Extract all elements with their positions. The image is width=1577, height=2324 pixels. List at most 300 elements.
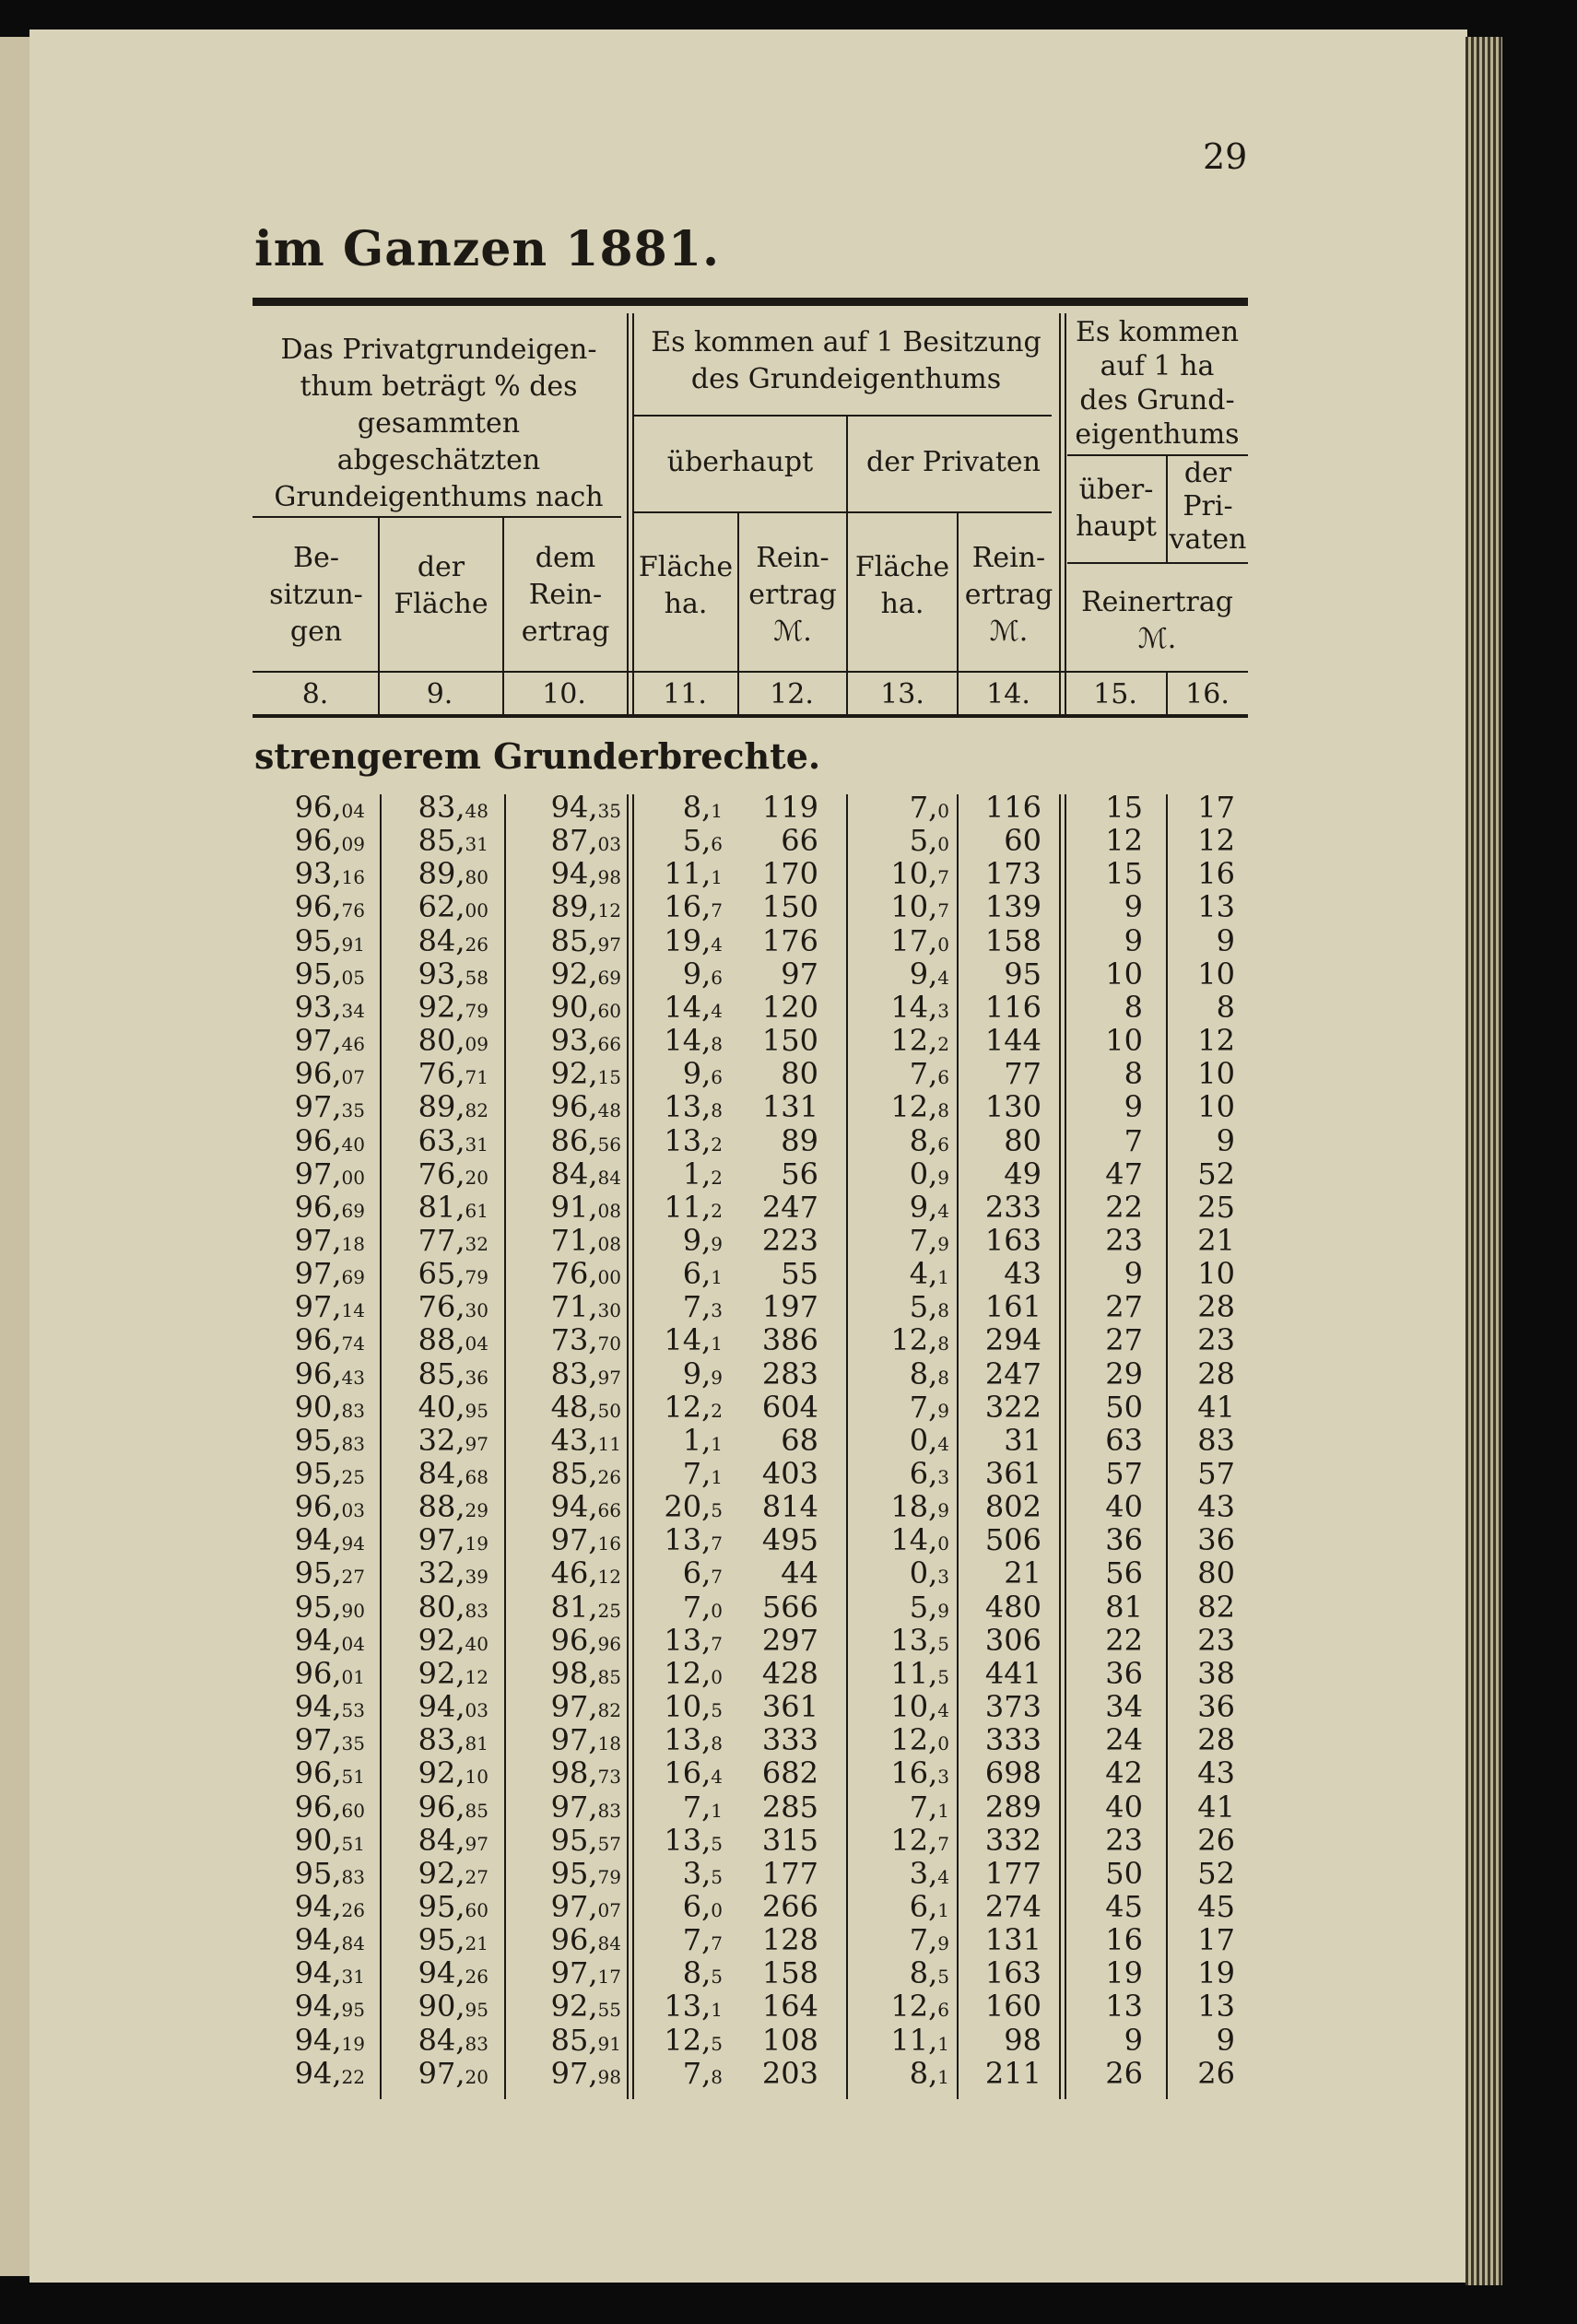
cell-integer-part: 94 xyxy=(294,1888,333,1924)
decimal-comma: , xyxy=(588,956,598,992)
cell-decimal-part: 7 xyxy=(711,1566,723,1589)
decimal-comma: , xyxy=(588,922,598,958)
cell-decimal-part: 0 xyxy=(937,1732,949,1755)
cell-flaeche-pct xyxy=(350,957,488,994)
cell-decimal-part: 36 xyxy=(465,1366,488,1389)
cell-flaeche-pct xyxy=(350,2057,488,2094)
decimal-comma: , xyxy=(588,1689,598,1725)
cell-integer-part: 90 xyxy=(294,1822,333,1858)
cell-besitzungen-pct xyxy=(227,1323,365,1360)
cell-integer-part: 97 xyxy=(418,2055,456,2091)
decimal-comma: , xyxy=(332,1955,342,1991)
cell-integer-part: 97 xyxy=(294,1289,333,1325)
cell-reinertrag-mark-private: 43 xyxy=(1004,1256,1042,1292)
cell-reinertrag-ha-private: 12 xyxy=(1197,1023,1235,1059)
cell-integer-part: 12 xyxy=(890,1089,929,1125)
cell-reinertrag-mark: 170 xyxy=(761,856,818,892)
col-label-besitzungen: Be- sitzun- gen xyxy=(269,542,363,648)
cell-integer-part: 7 xyxy=(682,1289,702,1325)
cell-integer-part: 12 xyxy=(664,2022,702,2058)
cell-integer-part: 32 xyxy=(418,1422,456,1458)
cell-flaeche-pct xyxy=(350,1824,488,1860)
cell-decimal-part: 3 xyxy=(937,1566,949,1589)
cell-reinertrag-ha-private: 23 xyxy=(1197,1322,1235,1358)
cell-integer-part: 5 xyxy=(909,1289,929,1325)
decimal-comma: , xyxy=(701,1256,712,1292)
cell-decimal-part: 3 xyxy=(937,999,949,1022)
cell-integer-part: 65 xyxy=(418,1256,456,1292)
decimal-comma: , xyxy=(928,2022,938,2058)
cell-decimal-part: 26 xyxy=(465,1966,488,1989)
decimal-comma: , xyxy=(701,889,712,925)
cell-decimal-part: 4 xyxy=(937,1199,949,1222)
cell-integer-part: 14 xyxy=(890,989,929,1025)
cell-besitzungen-pct xyxy=(227,1690,365,1727)
cell-integer-part: 7 xyxy=(682,2055,702,2091)
cell-integer-part: 85 xyxy=(550,922,589,958)
cell-integer-part: 95 xyxy=(294,1555,333,1591)
cell-integer-part: 96 xyxy=(294,1122,333,1158)
cell-reinertrag-mark-private: 163 xyxy=(984,1955,1042,1991)
cell-integer-part: 4 xyxy=(909,1256,929,1292)
cell-reinertrag-ha-private: 28 xyxy=(1197,1289,1235,1325)
decimal-comma: , xyxy=(455,1023,465,1059)
cell-integer-part: 3 xyxy=(682,1855,702,1891)
cell-decimal-part: 2 xyxy=(711,1199,723,1222)
cell-integer-part: 89 xyxy=(550,889,589,925)
decimal-comma: , xyxy=(455,1189,465,1225)
cell-reinertrag-mark-private: 60 xyxy=(1004,823,1042,859)
decimal-comma: , xyxy=(455,1356,465,1391)
decimal-comma: , xyxy=(588,1456,598,1491)
cell-besitzungen-pct xyxy=(227,1357,365,1394)
cell-decimal-part: 30 xyxy=(597,1299,621,1322)
cell-reinertrag-ha-private: 38 xyxy=(1197,1655,1235,1691)
decimal-comma: , xyxy=(332,1822,342,1858)
cell-decimal-part: 79 xyxy=(597,1865,621,1888)
cell-reinertrag-ha: 22 xyxy=(1105,1622,1143,1658)
cell-integer-part: 46 xyxy=(550,1555,589,1591)
cell-decimal-part: 35 xyxy=(341,1732,365,1755)
cell-decimal-part: 0 xyxy=(937,833,949,856)
header-divider xyxy=(627,313,629,714)
cell-decimal-part: 8 xyxy=(711,2065,723,2088)
cell-reinertrag-mark-private: 247 xyxy=(984,1356,1042,1391)
cell-reinertrag-ha-private: 57 xyxy=(1197,1456,1235,1491)
cell-integer-part: 8 xyxy=(909,1955,929,1991)
header-sub-private: der Privaten xyxy=(866,446,1041,478)
cell-decimal-part: 08 xyxy=(597,1199,621,1222)
cell-integer-part: 8 xyxy=(909,1122,929,1158)
cell-reinertrag-ha-private: 13 xyxy=(1197,889,1235,925)
decimal-comma: , xyxy=(928,1456,938,1491)
cell-besitzungen-pct xyxy=(227,890,365,927)
decimal-comma: , xyxy=(928,1789,938,1825)
decimal-comma: , xyxy=(928,1289,938,1325)
cell-reinertrag-ha-private: 10 xyxy=(1197,1256,1235,1292)
cell-reinertrag-mark: 604 xyxy=(761,1389,818,1425)
cell-besitzungen-pct xyxy=(227,1391,365,1427)
cell-decimal-part: 9 xyxy=(937,1932,949,1955)
cell-decimal-part: 43 xyxy=(341,1366,365,1389)
cell-reinertrag-mark-private: 233 xyxy=(984,1189,1042,1225)
decimal-comma: , xyxy=(455,1955,465,1991)
decimal-comma: , xyxy=(928,1122,938,1158)
cell-integer-part: 0 xyxy=(909,1422,929,1458)
decimal-comma: , xyxy=(588,1622,598,1658)
cell-integer-part: 7 xyxy=(909,1222,929,1258)
cell-besitzungen-pct xyxy=(227,1523,365,1560)
cell-reinertrag-mark-private: 77 xyxy=(1004,1056,1042,1092)
cell-decimal-part: 97 xyxy=(465,1432,488,1455)
cell-decimal-part: 69 xyxy=(597,966,621,989)
cell-reinertrag-mark-private: 160 xyxy=(984,1989,1042,2025)
cell-integer-part: 76 xyxy=(418,1056,456,1092)
cell-decimal-part: 7 xyxy=(711,1532,723,1555)
cell-flaeche-pct xyxy=(350,1224,488,1261)
cell-besitzungen-pct xyxy=(227,1124,365,1161)
cell-decimal-part: 30 xyxy=(465,1299,488,1322)
cell-reinertrag-mark: 150 xyxy=(761,1023,818,1059)
header-line xyxy=(1067,454,1248,456)
cell-reinertrag-mark: 315 xyxy=(761,1822,818,1858)
cell-besitzungen-pct xyxy=(227,1790,365,1827)
decimal-comma: , xyxy=(928,922,938,958)
cell-decimal-part: 10 xyxy=(465,1766,488,1789)
page-heading: im Ganzen 1881. xyxy=(254,221,721,277)
cell-integer-part: 7 xyxy=(909,1389,929,1425)
cell-reinertrag-mark: 682 xyxy=(761,1755,818,1791)
cell-integer-part: 97 xyxy=(418,1522,456,1558)
cell-decimal-part: 76 xyxy=(341,899,365,922)
decimal-comma: , xyxy=(588,823,598,859)
cell-integer-part: 13 xyxy=(664,1522,702,1558)
cell-decimal-part: 1 xyxy=(711,1332,723,1356)
cell-integer-part: 92 xyxy=(418,1755,456,1791)
cell-integer-part: 97 xyxy=(294,1156,333,1191)
cell-decimal-part: 2 xyxy=(711,1133,723,1156)
cell-decimal-part: 1 xyxy=(711,1799,723,1822)
decimal-comma: , xyxy=(701,1489,712,1525)
decimal-comma: , xyxy=(701,1456,712,1491)
cell-decimal-part: 15 xyxy=(597,1066,621,1089)
decimal-comma: , xyxy=(588,1389,598,1425)
cell-decimal-part: 9 xyxy=(937,1399,949,1422)
cell-integer-part: 14 xyxy=(890,1522,929,1558)
decimal-comma: , xyxy=(332,1456,342,1491)
cell-decimal-part: 5 xyxy=(711,1966,723,1989)
cell-reinertrag-ha-private: 52 xyxy=(1197,1855,1235,1891)
decimal-comma: , xyxy=(455,1156,465,1191)
cell-decimal-part: 84 xyxy=(341,1932,365,1955)
cell-decimal-part: 5 xyxy=(937,1632,949,1655)
cell-integer-part: 84 xyxy=(418,922,456,958)
decimal-comma: , xyxy=(928,1655,938,1691)
cell-reinertrag-mark-private: 131 xyxy=(984,1922,1042,1958)
cell-decimal-part: 5 xyxy=(937,1665,949,1688)
cell-integer-part: 13 xyxy=(664,1822,702,1858)
cell-decimal-part: 48 xyxy=(465,800,488,822)
cell-decimal-part: 8 xyxy=(711,1099,723,1122)
cell-reinertrag-mark-private: 95 xyxy=(1004,956,1042,992)
col-label-flaeche-ha-private: Fläche ha. xyxy=(854,551,950,620)
cell-integer-part: 92 xyxy=(550,1056,589,1092)
cell-integer-part: 1 xyxy=(682,1156,702,1191)
cell-integer-part: 20 xyxy=(664,1489,702,1525)
cell-reinertrag-ha: 9 xyxy=(1124,1089,1143,1125)
cell-integer-part: 94 xyxy=(294,1522,333,1558)
cell-integer-part: 95 xyxy=(294,956,333,992)
decimal-comma: , xyxy=(588,1422,598,1458)
decimal-comma: , xyxy=(332,1655,342,1691)
decimal-comma: , xyxy=(332,1922,342,1958)
cell-integer-part: 96 xyxy=(294,1189,333,1225)
cell-integer-part: 95 xyxy=(550,1822,589,1858)
decimal-comma: , xyxy=(928,1755,938,1791)
decimal-comma: , xyxy=(332,1855,342,1891)
cell-reinertrag-ha-private: 41 xyxy=(1197,1389,1235,1425)
cell-reinertrag-mark: 428 xyxy=(761,1655,818,1691)
cell-decimal-part: 3 xyxy=(937,1466,949,1488)
decimal-comma: , xyxy=(455,1855,465,1891)
cell-integer-part: 97 xyxy=(550,1955,589,1991)
cell-integer-part: 93 xyxy=(550,1023,589,1059)
cell-integer-part: 81 xyxy=(550,1589,589,1625)
cell-decimal-part: 2 xyxy=(711,1166,723,1189)
cell-reinertrag-mark: 403 xyxy=(761,1456,818,1491)
cell-integer-part: 1 xyxy=(682,1422,702,1458)
decimal-comma: , xyxy=(455,1922,465,1958)
decimal-comma: , xyxy=(588,1289,598,1325)
cell-decimal-part: 19 xyxy=(341,2032,365,2055)
cell-decimal-part: 7 xyxy=(711,1932,723,1955)
cell-decimal-part: 97 xyxy=(597,933,621,956)
cell-flaeche-pct xyxy=(350,791,488,827)
decimal-comma: , xyxy=(928,1555,938,1591)
cell-besitzungen-pct xyxy=(227,1624,365,1661)
cell-decimal-part: 0 xyxy=(937,1532,949,1555)
cell-decimal-part: 08 xyxy=(597,1232,621,1255)
decimal-comma: , xyxy=(332,1023,342,1059)
cell-reinertrag-ha-private: 9 xyxy=(1216,922,1235,958)
cell-decimal-part: 58 xyxy=(465,966,488,989)
cell-reinertrag-mark-private: 289 xyxy=(984,1789,1042,1825)
cell-besitzungen-pct xyxy=(227,2024,365,2060)
cell-flaeche-pct xyxy=(350,1257,488,1294)
cell-decimal-part: 5 xyxy=(711,1499,723,1522)
cell-decimal-part: 27 xyxy=(465,1865,488,1888)
decimal-comma: , xyxy=(332,1189,342,1225)
cell-integer-part: 92 xyxy=(418,1855,456,1891)
decimal-comma: , xyxy=(701,1389,712,1425)
cell-decimal-part: 6 xyxy=(937,1066,949,1089)
cell-besitzungen-pct xyxy=(227,1890,365,1927)
col-label-reinertrag-mark: Rein- ertrag ℳ. xyxy=(748,542,837,648)
cell-integer-part: 87 xyxy=(550,823,589,859)
cell-decimal-part: 9 xyxy=(937,1499,949,1522)
cell-integer-part: 13 xyxy=(664,1622,702,1658)
decimal-comma: , xyxy=(332,856,342,892)
cell-reinertrag-mark: 203 xyxy=(761,2055,818,2091)
decimal-comma: , xyxy=(332,1789,342,1825)
cell-reinertrag-ha: 57 xyxy=(1105,1456,1143,1491)
decimal-comma: , xyxy=(701,1955,712,1991)
cell-flaeche-pct xyxy=(350,1857,488,1894)
cell-flaeche-pct xyxy=(350,1124,488,1161)
col-label-flaeche-ha: Fläche ha. xyxy=(638,551,734,620)
cell-decimal-part: 00 xyxy=(341,1166,365,1189)
cell-decimal-part: 0 xyxy=(937,800,949,822)
cell-flaeche-pct xyxy=(350,1556,488,1593)
cell-integer-part: 10 xyxy=(890,856,929,892)
cell-integer-part: 9 xyxy=(909,1189,929,1225)
cell-integer-part: 12 xyxy=(890,1989,929,2025)
cell-decimal-part: 95 xyxy=(465,1399,488,1422)
decimal-comma: , xyxy=(332,956,342,992)
cell-decimal-part: 4 xyxy=(711,933,723,956)
cell-decimal-part: 69 xyxy=(341,1199,365,1222)
cell-decimal-part: 5 xyxy=(711,1865,723,1888)
decimal-comma: , xyxy=(455,823,465,859)
cell-decimal-part: 14 xyxy=(341,1299,365,1322)
cell-besitzungen-pct xyxy=(227,991,365,1027)
decimal-comma: , xyxy=(455,1222,465,1258)
cell-decimal-part: 0 xyxy=(711,1898,723,1921)
decimal-comma: , xyxy=(588,989,598,1025)
cell-reinertrag-ha: 23 xyxy=(1105,1222,1143,1258)
cell-integer-part: 76 xyxy=(550,1256,589,1292)
cell-reinertrag-mark-private: 158 xyxy=(984,922,1042,958)
cell-decimal-part: 95 xyxy=(465,1999,488,2022)
cell-reinertrag-ha-private: 19 xyxy=(1197,1955,1235,1991)
cell-integer-part: 96 xyxy=(294,1755,333,1791)
cell-reinertrag-ha: 8 xyxy=(1124,1056,1143,1092)
cell-integer-part: 96 xyxy=(294,1056,333,1092)
cell-integer-part: 94 xyxy=(294,2055,333,2091)
cell-decimal-part: 19 xyxy=(465,1532,488,1555)
cell-integer-part: 63 xyxy=(418,1122,456,1158)
decimal-comma: , xyxy=(455,790,465,825)
cell-decimal-part: 79 xyxy=(465,1266,488,1289)
cell-reinertrag-mark: 119 xyxy=(761,790,818,825)
cell-besitzungen-pct xyxy=(227,1824,365,1860)
cell-reinertrag-ha-private: 41 xyxy=(1197,1789,1235,1825)
cell-reinertrag-ha-private: 28 xyxy=(1197,1356,1235,1391)
cell-decimal-part: 56 xyxy=(597,1133,621,1156)
cell-integer-part: 8 xyxy=(909,1356,929,1391)
cell-integer-part: 7 xyxy=(682,1789,702,1825)
cell-decimal-part: 66 xyxy=(597,1499,621,1522)
cell-integer-part: 95 xyxy=(294,1422,333,1458)
cell-integer-part: 11 xyxy=(664,1189,702,1225)
cell-integer-part: 97 xyxy=(550,1689,589,1725)
cell-integer-part: 16 xyxy=(890,1755,929,1791)
cell-reinertrag-mark: 297 xyxy=(761,1622,818,1658)
cell-integer-part: 96 xyxy=(294,1655,333,1691)
decimal-comma: , xyxy=(588,790,598,825)
cell-besitzungen-pct xyxy=(227,1057,365,1094)
decimal-comma: , xyxy=(332,1589,342,1625)
cell-integer-part: 84 xyxy=(418,1456,456,1491)
cell-integer-part: 94 xyxy=(418,1689,456,1725)
cell-integer-part: 12 xyxy=(890,1023,929,1059)
decimal-comma: , xyxy=(701,1089,712,1125)
cell-integer-part: 40 xyxy=(418,1389,456,1425)
column-number: 14. xyxy=(986,678,1030,710)
cell-decimal-part: 9 xyxy=(937,1232,949,1255)
decimal-comma: , xyxy=(701,823,712,859)
cell-decimal-part: 4 xyxy=(937,1699,949,1722)
decimal-comma: , xyxy=(928,1955,938,1991)
cell-decimal-part: 83 xyxy=(465,2032,488,2055)
cell-integer-part: 94 xyxy=(294,1989,333,2025)
decimal-comma: , xyxy=(928,1922,938,1958)
decimal-comma: , xyxy=(928,1222,938,1258)
cell-reinertrag-ha: 15 xyxy=(1105,856,1143,892)
cell-reinertrag-mark: 66 xyxy=(781,823,818,859)
page-edges xyxy=(1465,37,1502,2285)
decimal-comma: , xyxy=(455,1789,465,1825)
cell-reinertrag-ha: 9 xyxy=(1124,889,1143,925)
cell-reinertrag-ha: 12 xyxy=(1105,823,1143,859)
decimal-comma: , xyxy=(928,1522,938,1558)
cell-reinertrag-ha-private: 13 xyxy=(1197,1989,1235,2025)
cell-decimal-part: 9 xyxy=(711,1232,723,1255)
decimal-comma: , xyxy=(588,1922,598,1958)
cell-decimal-part: 83 xyxy=(341,1432,365,1455)
decimal-comma: , xyxy=(332,1389,342,1425)
cell-integer-part: 95 xyxy=(294,922,333,958)
cell-integer-part: 94 xyxy=(294,1922,333,1958)
cell-reinertrag-mark: 108 xyxy=(761,2022,818,2058)
cell-decimal-part: 00 xyxy=(465,899,488,922)
header-top-rule xyxy=(253,298,1248,306)
cell-decimal-part: 66 xyxy=(597,1033,621,1056)
decimal-comma: , xyxy=(928,1622,938,1658)
cell-decimal-part: 6 xyxy=(937,1999,949,2022)
cell-decimal-part: 26 xyxy=(597,1466,621,1488)
cell-flaeche-pct xyxy=(350,1590,488,1627)
cell-reinertrag-ha-private: 43 xyxy=(1197,1755,1235,1791)
cell-integer-part: 96 xyxy=(550,1622,589,1658)
cell-decimal-part: 22 xyxy=(341,2065,365,2088)
cell-integer-part: 96 xyxy=(294,1356,333,1391)
decimal-comma: , xyxy=(455,1689,465,1725)
cell-integer-part: 92 xyxy=(418,989,456,1025)
cell-decimal-part: 18 xyxy=(597,1732,621,1755)
cell-reinertrag-ha-private: 10 xyxy=(1197,1056,1235,1092)
decimal-comma: , xyxy=(455,856,465,892)
cell-integer-part: 97 xyxy=(550,1789,589,1825)
decimal-comma: , xyxy=(928,1489,938,1525)
decimal-comma: , xyxy=(588,1256,598,1292)
cell-reinertrag-mark-private: 163 xyxy=(984,1222,1042,1258)
cell-flaeche-pct xyxy=(350,1723,488,1760)
cell-decimal-part: 05 xyxy=(341,966,365,989)
cell-reinertrag-ha: 34 xyxy=(1105,1689,1143,1725)
cell-decimal-part: 40 xyxy=(341,1133,365,1156)
decimal-comma: , xyxy=(701,1822,712,1858)
cell-integer-part: 3 xyxy=(909,1855,929,1891)
cell-decimal-part: 21 xyxy=(465,1932,488,1955)
cell-decimal-part: 51 xyxy=(341,1832,365,1855)
cell-reinertrag-ha-private: 43 xyxy=(1197,1489,1235,1525)
decimal-comma: , xyxy=(455,956,465,992)
decimal-comma: , xyxy=(332,2022,342,2058)
cell-besitzungen-pct xyxy=(227,1956,365,1993)
decimal-comma: , xyxy=(701,1555,712,1591)
cell-decimal-part: 25 xyxy=(341,1466,365,1488)
